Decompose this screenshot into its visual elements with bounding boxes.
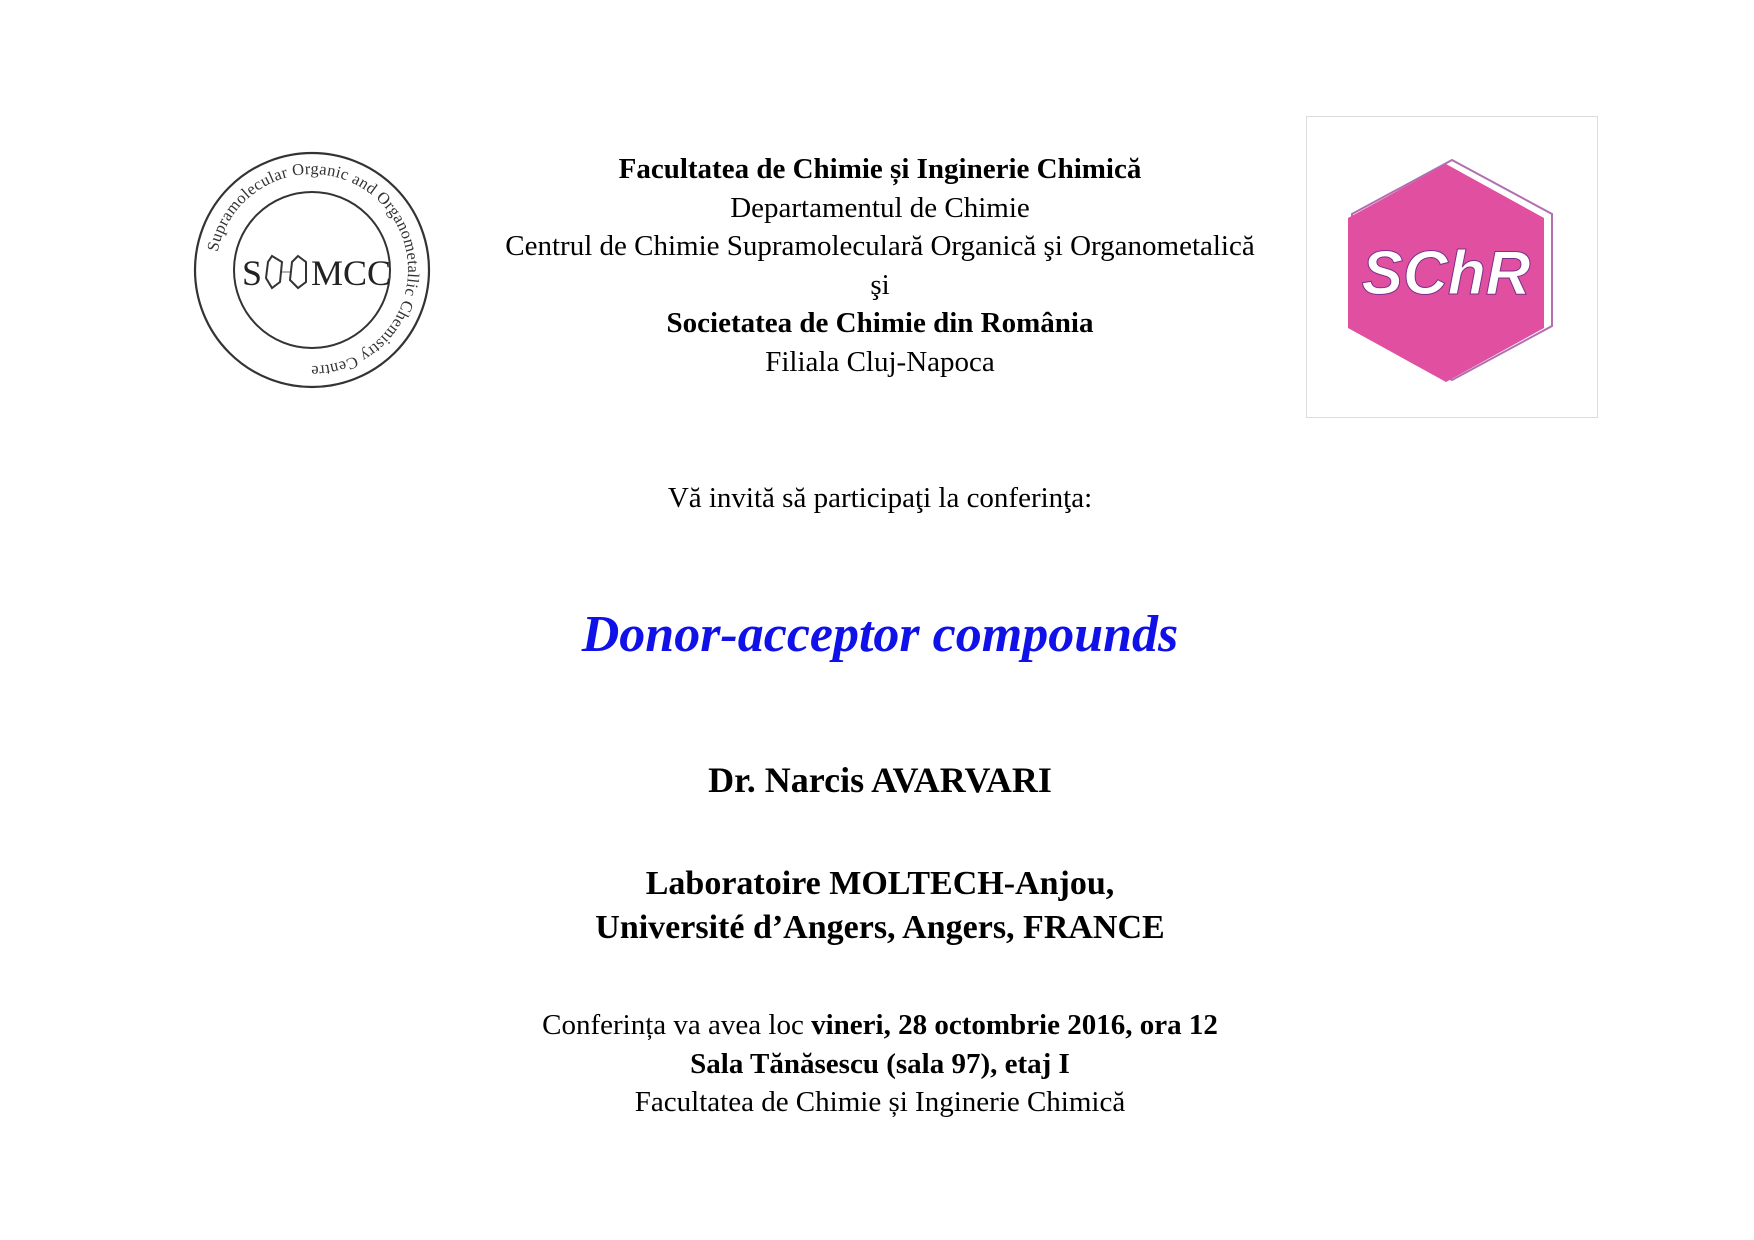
society-name: Societatea de Chimie din România (666, 307, 1094, 339)
affiliation-lab: Laboratoire MOLTECH-Anjou, (645, 865, 1115, 902)
event-datetime: vineri, 28 octombrie 2016, ora 12 (811, 1009, 1218, 1041)
invitation-line: Vă invită să participaţi la conferinţa: (667, 482, 1093, 514)
event-location: Facultatea de Chimie și Inginerie Chimică (634, 1086, 1126, 1118)
organizers-header (430, 150, 1330, 381)
schr-logo-text: SChR (1361, 239, 1531, 308)
somcc-logo (192, 150, 432, 390)
event-room: Sala Tănăsescu (sala 97), etaj I (690, 1047, 1070, 1080)
conjunction: şi (870, 268, 890, 301)
faculty-name: Facultatea de Chimie și Inginerie Chimică (618, 153, 1142, 185)
research-centre-name: Centrul de Chimie Supramoleculară Organică şi Organometalică (505, 230, 1255, 262)
affiliation-university: Université d’Angers, Angers, FRANCE (595, 909, 1165, 946)
seal-ring-text: Supramolecular Organic and Organometallic Chemistry Centre (202, 158, 424, 382)
branch-name: Filiala Cluj-Napoca (765, 345, 995, 378)
event-intro: Conferința va avea loc (542, 1009, 812, 1041)
event-datetime-line (330, 1006, 1430, 1045)
event-details (330, 1006, 1430, 1122)
conference-title: Donor-acceptor compounds (581, 606, 1179, 663)
speaker-name: Dr. Narcis AVARVARI (708, 760, 1052, 800)
speaker-affiliation (330, 862, 1430, 950)
department-name: Departamentul de Chimie (730, 191, 1030, 224)
schr-logo (1306, 116, 1598, 418)
molecule-icon (266, 256, 306, 288)
seal-center-s: S (242, 253, 263, 293)
seal-center-mcc: MCC (311, 253, 392, 293)
